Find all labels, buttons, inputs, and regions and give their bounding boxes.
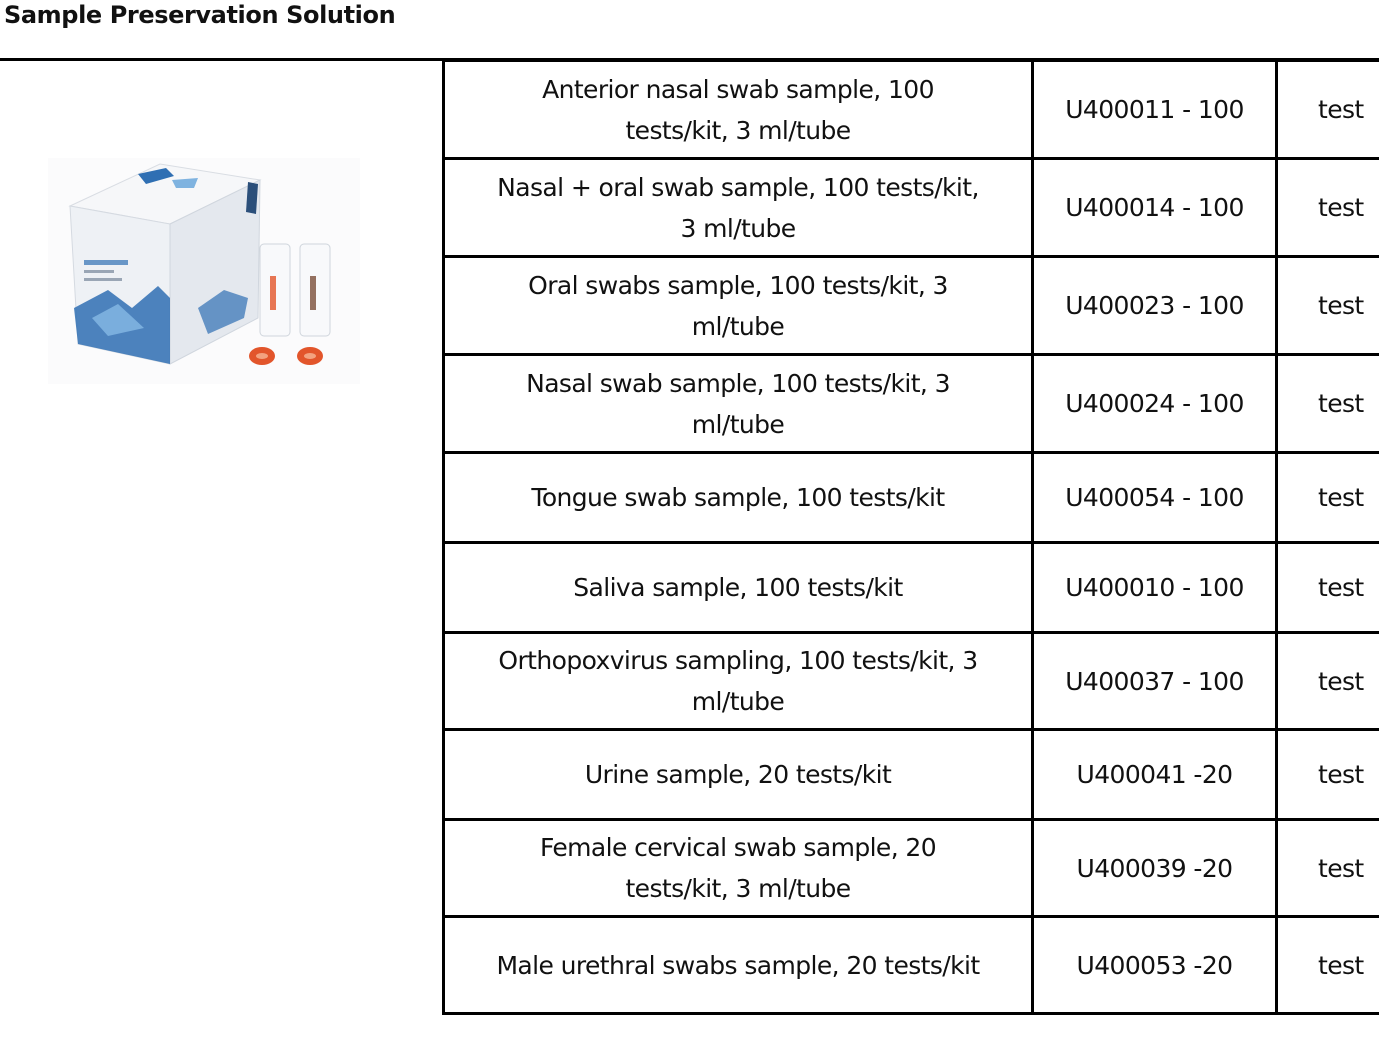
- product-code: U400041 -20: [1033, 730, 1277, 820]
- product-unit: test: [1277, 61, 1379, 159]
- product-unit: test: [1277, 355, 1379, 453]
- product-unit: test: [1277, 257, 1379, 355]
- product-code: U400039 -20: [1033, 820, 1277, 917]
- product-code: U400010 - 100: [1033, 543, 1277, 633]
- page-title: Sample Preservation Solution: [4, 1, 396, 29]
- product-code: U400014 - 100: [1033, 159, 1277, 257]
- product-code: U400054 - 100: [1033, 453, 1277, 543]
- product-code: U400011 - 100: [1033, 61, 1277, 159]
- product-code: U400037 - 100: [1033, 633, 1277, 730]
- product-unit: test: [1277, 917, 1379, 1014]
- product-unit: test: [1277, 730, 1379, 820]
- product-code: U400024 - 100: [1033, 355, 1277, 453]
- table-row: [444, 730, 1379, 820]
- table-row: [444, 633, 1379, 730]
- product-description: Oral swabs sample, 100 tests/kit, 3 ml/tube: [444, 257, 1033, 355]
- table-row: [444, 355, 1379, 453]
- product-description: Tongue swab sample, 100 tests/kit: [444, 453, 1033, 543]
- product-description: Nasal swab sample, 100 tests/kit, 3 ml/tube: [444, 355, 1033, 453]
- table-row: [444, 820, 1379, 917]
- table-row: [444, 917, 1379, 1014]
- product-image: [48, 158, 360, 384]
- table-row: [444, 257, 1379, 355]
- product-unit: test: [1277, 543, 1379, 633]
- product-unit: test: [1277, 633, 1379, 730]
- product-unit: test: [1277, 159, 1379, 257]
- product-description: Nasal + oral swab sample, 100 tests/kit, 3 ml/tube: [444, 159, 1033, 257]
- product-unit: test: [1277, 820, 1379, 917]
- table-row: [444, 61, 1379, 159]
- table-row: [444, 453, 1379, 543]
- product-description: Orthopoxvirus sampling, 100 tests/kit, 3 ml/tube: [444, 633, 1033, 730]
- product-table: [442, 59, 1379, 1015]
- product-code: U400023 - 100: [1033, 257, 1277, 355]
- product-description: Saliva sample, 100 tests/kit: [444, 543, 1033, 633]
- table-row: [444, 543, 1379, 633]
- product-description: Male urethral swabs sample, 20 tests/kit: [444, 917, 1033, 1014]
- product-description: Female cervical swab sample, 20 tests/kit, 3 ml/tube: [444, 820, 1033, 917]
- product-code: U400053 -20: [1033, 917, 1277, 1014]
- product-box-icon: [48, 158, 360, 384]
- table-row: [444, 159, 1379, 257]
- product-description: Urine sample, 20 tests/kit: [444, 730, 1033, 820]
- product-description: Anterior nasal swab sample, 100 tests/kit, 3 ml/tube: [444, 61, 1033, 159]
- product-unit: test: [1277, 453, 1379, 543]
